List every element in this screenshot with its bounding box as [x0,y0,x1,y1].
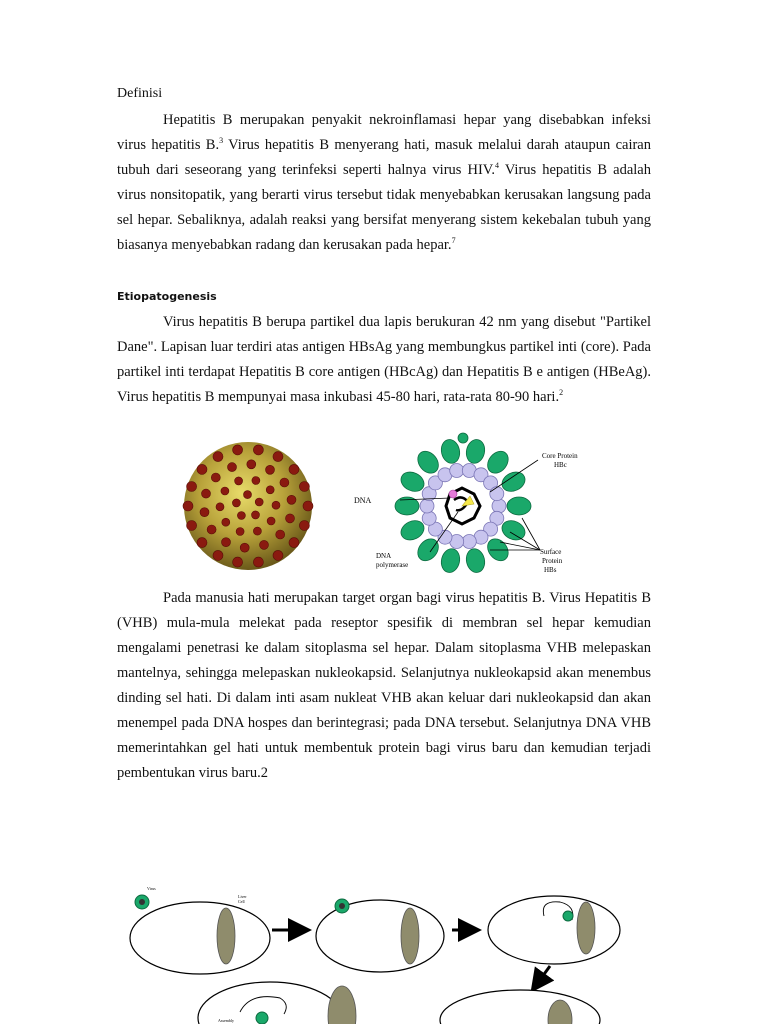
label-core-hbc: HBc [554,461,567,469]
definisi-text-a: Hepatitis B merupakan penyakit nekroinflamasi hepar yang disebabkan infeksi virus hepatitis B. [117,112,651,153]
label-dna-polymerase-2: polymerase [376,561,409,569]
definisi-text-b: Virus hepatitis B menyerang hati, masuk melalui darah ataupun cairan tubuh dari seseorang yang terinfeksi seperti halnya virus HIV. [117,137,651,178]
patogenesis-text: Pada manusia hati merupakan target organ bagi virus hepatitis B. Virus Hepatitis B (VHB) mula-mula melekat pada reseptor spesifik di membran sel hepar kemudian mengalami penetrasi ke dalam sitoplasma sel hepar. Dalam sitoplasma VHB melepaskan mantelnya, sehingga melepaskan nukleokapsid. Selanjutnya nukleokapsid akan menembus dinding sel hati. Di dalam inti asam nukleat VHB akan keluar dari nukleokapsid dan akan menempel pada DNA hospes dan berintegrasi; pada DNA tersebut. Selanjutnya DNA VHB memerintahkan gel hati untuk membentuk protein bagi virus baru dan kemudian terjadi pembentukan virus baru.2 [117,590,651,781]
definisi-text-c: Virus hepatitis B adalah virus nonsitopatik, yang berarti virus tersebut tidak menyebabkan kerusakan langsung pada sel hepar. Sebaliknya, adalah reaksi yang bersifat menyerang sistem kekebalan tubuh yang biasanya menyebabkan radang dan kerusakan pada hepar. [117,162,651,253]
paragraph-etiopatogenesis [117,310,651,410]
virus-structure-diagram [350,432,640,582]
paragraph-definisi [117,108,651,258]
heading-definisi: Definisi [117,86,163,101]
label-surface-hbs: HBs [544,566,557,574]
footnote-ref: 2 [559,388,564,398]
heading-etiopatogenesis: Etiopatogenesis [117,290,217,303]
virus-lifecycle-diagram [120,880,720,1024]
label-dna: DNA [354,496,372,505]
virus-particle-image [150,434,346,578]
footnote-ref: 4 [495,161,500,171]
label-surface-protein: Protein [542,557,563,565]
paragraph-patogenesis [117,586,651,786]
etiopatogenesis-text: Virus hepatitis B berupa partikel dua lapis berukuran 42 nm yang disebut "Partikel Dane". Lapisan luar terdiri atas antigen HBsAg yang membungkus partikel inti (core). Pada partikel inti terdapat Hepatitis B core antigen (HBcAg) dan Hepatitis B e antigen (HBeAg). Virus hepatitis B mempunyai masa inkubasi 45-80 hari, rata-rata 80-90 hari. [117,314,651,405]
label-cell: Cell [238,899,245,904]
label-surface: Surface [540,548,562,556]
label-liver: Liver [238,894,247,899]
footnote-ref: 7 [451,236,456,246]
label-dna-polymerase: DNA [376,552,392,560]
label-virus: Virus [147,886,156,891]
label-core-protein: Core Protein [542,452,578,460]
label-assembly: Assembly [218,1018,234,1023]
footnote-ref: 3 [219,136,224,146]
